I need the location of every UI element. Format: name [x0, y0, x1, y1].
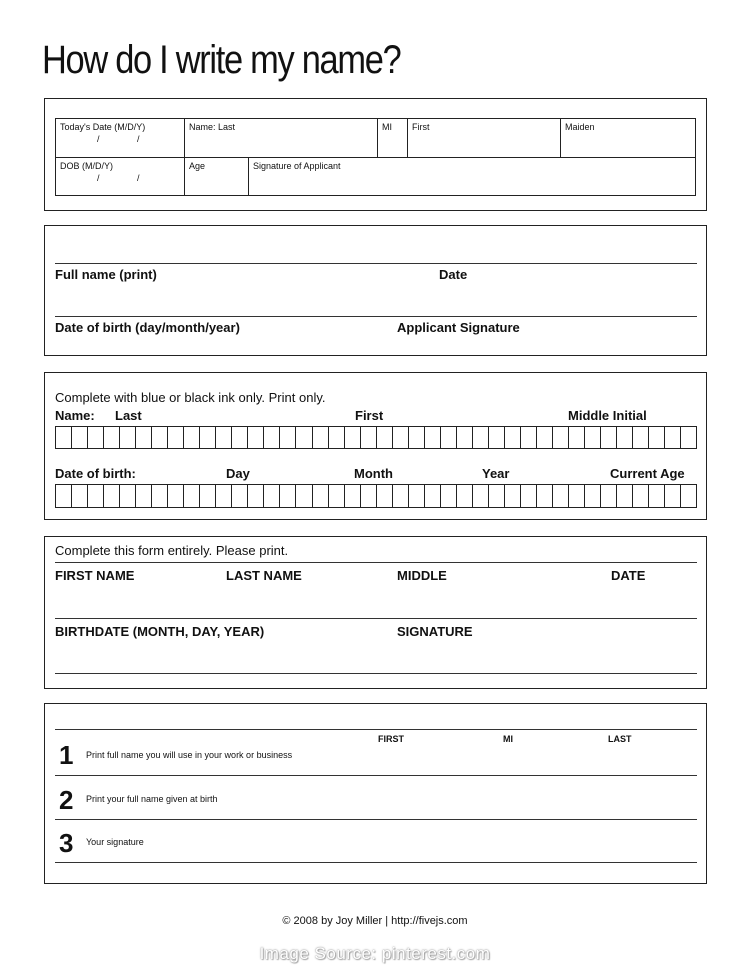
date-label: DATE: [611, 568, 646, 583]
first-label: First: [412, 122, 430, 132]
col-last-label: LAST: [608, 734, 632, 744]
first-label: First: [355, 408, 384, 423]
applicant-signature-label: Applicant Signature: [397, 320, 520, 335]
row-number-2: 2: [59, 785, 74, 815]
mi-field[interactable]: [378, 119, 408, 158]
age-field[interactable]: [185, 158, 249, 195]
middle-initial-label: Middle Initial: [568, 408, 647, 423]
month-label: Month: [354, 466, 393, 481]
todays-date-label: Today's Date (M/D/Y): [60, 122, 146, 132]
date-of-birth-label: Date of birth:: [55, 466, 136, 481]
row-text-2: Print your full name given at birth: [86, 794, 218, 804]
dob-label: DOB (M/D/Y): [60, 161, 113, 171]
name-last-field[interactable]: [185, 119, 378, 158]
section-name-boxes: [44, 372, 707, 520]
col-first-label: FIRST: [378, 734, 404, 744]
maiden-label: Maiden: [565, 122, 595, 132]
name-entry-line[interactable]: [55, 618, 697, 619]
row-line-1[interactable]: [55, 775, 697, 776]
signature-label: Signature of Applicant: [253, 161, 341, 171]
full-name-label: Full name (print): [55, 267, 157, 282]
first-name-label: FIRST NAME: [55, 568, 135, 583]
row-text-1: Print full name you will use in your work or business: [86, 750, 293, 760]
slash: /: [97, 173, 100, 183]
footer-copyright: © 2008 by Joy Miller | http://fivejs.com: [282, 915, 468, 927]
last-name-label: LAST NAME: [226, 568, 302, 583]
birthdate-label: BIRTHDATE (MONTH, DAY, YEAR): [55, 624, 265, 639]
day-label: Day: [226, 466, 250, 481]
slash: /: [137, 134, 140, 144]
section-numbered: [44, 703, 707, 884]
signature-field[interactable]: [249, 158, 695, 195]
date-label: Date: [439, 267, 468, 282]
todays-date-field[interactable]: [56, 119, 185, 158]
last-label: Last: [115, 408, 142, 423]
current-age-label: Current Age: [610, 466, 685, 481]
maiden-field[interactable]: [561, 119, 695, 158]
section-applicant-info: [44, 98, 707, 211]
applicant-info-grid: [55, 118, 696, 196]
signature-label: SIGNATURE: [397, 624, 473, 639]
age-label: Age: [189, 161, 206, 171]
col-mi-label: MI: [503, 734, 513, 744]
dob-char-boxes[interactable]: [55, 484, 697, 508]
image-source-watermark: Image Source: pinterest.com: [259, 944, 491, 963]
top-line: [55, 729, 697, 730]
row-number-3: 3: [59, 828, 74, 858]
middle-label: MIDDLE: [397, 568, 447, 583]
slash: /: [97, 134, 100, 144]
full-name-line[interactable]: [55, 263, 697, 264]
header-line: [55, 562, 697, 563]
slash: /: [137, 173, 140, 183]
row-line-2[interactable]: [55, 819, 697, 820]
row-number-1: 1: [59, 740, 74, 770]
name-label: Name:: [55, 408, 95, 423]
section-complete-form: [44, 536, 707, 689]
section-full-name: [44, 225, 707, 356]
first-field[interactable]: [408, 119, 561, 158]
row-line-3[interactable]: [55, 862, 697, 863]
page-title: How do I write my name?: [42, 38, 401, 82]
row-text-3: Your signature: [86, 837, 144, 847]
dob-label: Date of birth (day/month/year): [55, 320, 240, 335]
dob-field[interactable]: [56, 158, 185, 195]
dob-line[interactable]: [55, 316, 697, 317]
year-label: Year: [482, 466, 510, 481]
instruction-text: Complete this form entirely. Please print.: [55, 543, 289, 558]
instruction-text: Complete with blue or black ink only. Print only.: [55, 390, 326, 405]
name-char-boxes[interactable]: [55, 426, 697, 449]
name-last-label: Name: Last: [189, 122, 236, 132]
birthdate-entry-line[interactable]: [55, 673, 697, 674]
mi-label: MI: [382, 122, 392, 132]
